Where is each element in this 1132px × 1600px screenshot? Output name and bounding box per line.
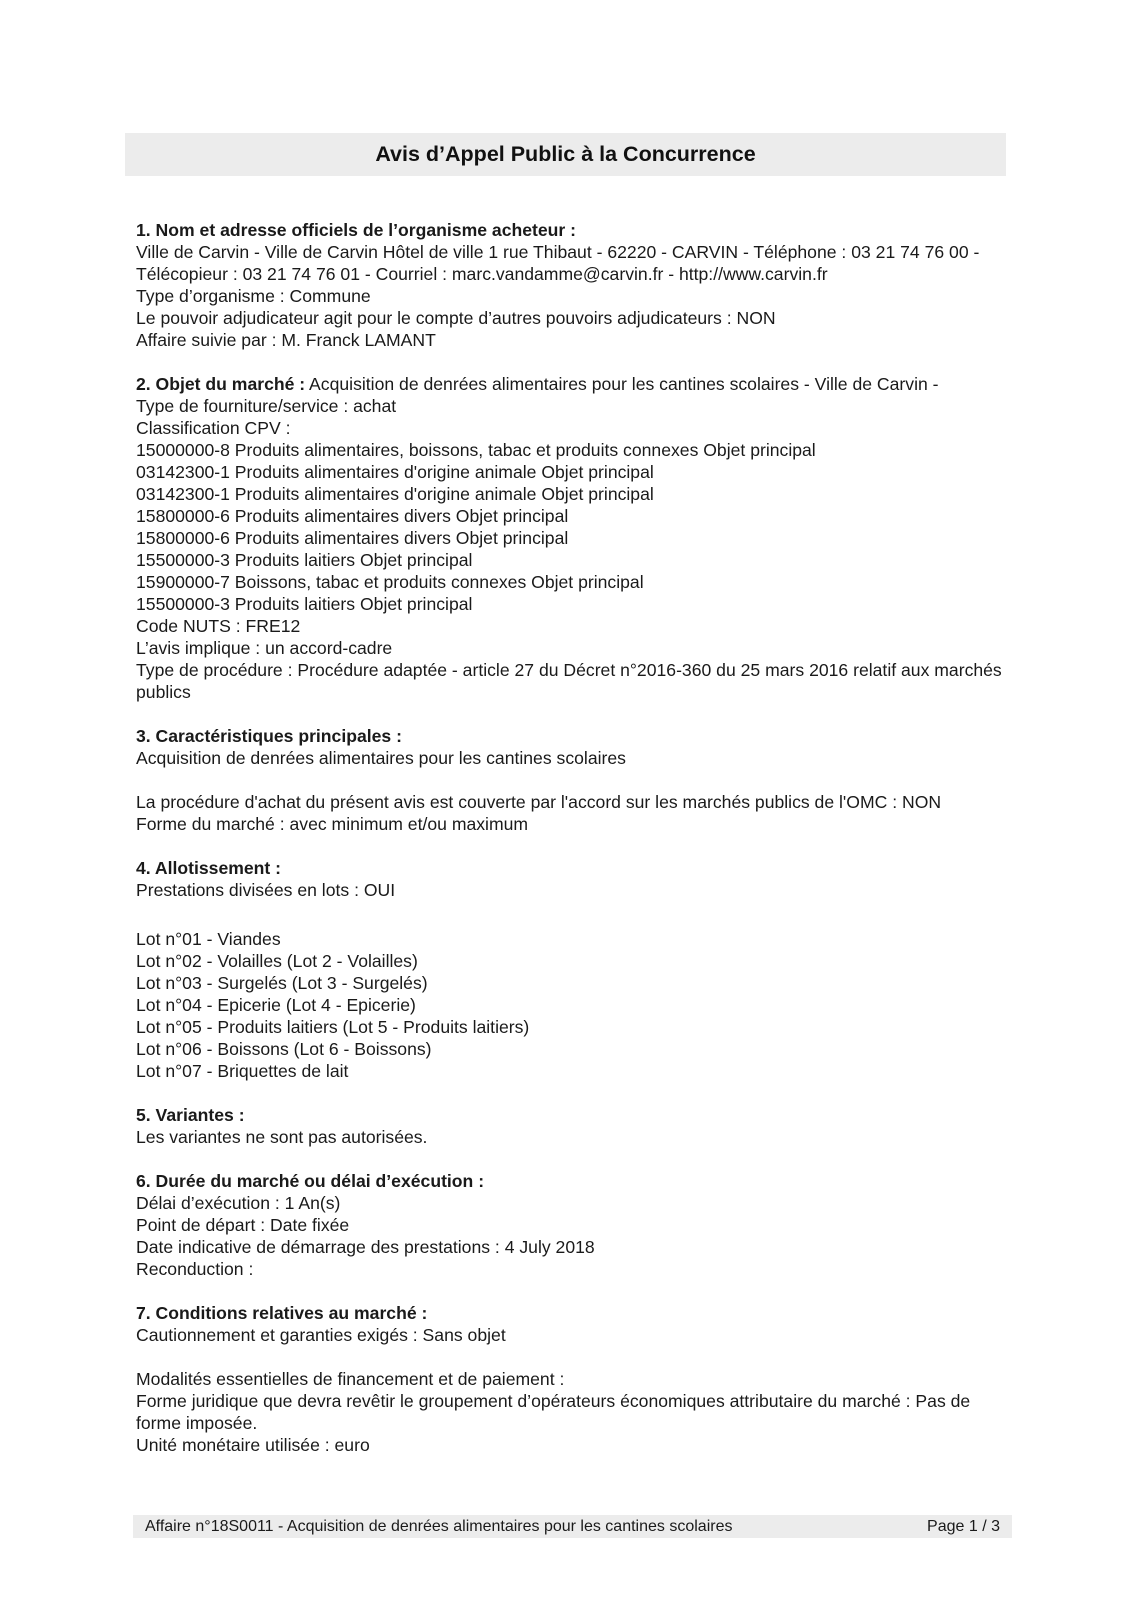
section-2-type-fourniture: Type de fourniture/service : achat: [136, 396, 397, 416]
section-2-heading: 2. Objet du marché :: [136, 374, 306, 394]
cpv-item: 15500000-3 Produits laitiers Objet principal: [136, 550, 473, 570]
section-1-heading: 1. Nom et adresse officiels de l’organisme acheteur :: [136, 220, 576, 240]
document-body: [136, 219, 1006, 1456]
section-5-heading: 5. Variantes :: [136, 1105, 245, 1125]
cpv-item: 03142300-1 Produits alimentaires d'origine animale Objet principal: [136, 462, 654, 482]
section-7-modalites: Modalités essentielles de financement et de paiement :: [136, 1369, 565, 1389]
section-2-nuts: Code NUTS : FRE12: [136, 616, 301, 636]
lot-item: Lot n°06 - Boissons (Lot 6 - Boissons): [136, 1039, 432, 1059]
lot-item: Lot n°04 - Epicerie (Lot 4 - Epicerie): [136, 995, 416, 1015]
section-4-divisees: Prestations divisées en lots : OUI: [136, 880, 396, 900]
lot-item: Lot n°02 - Volailles (Lot 2 - Volailles): [136, 951, 418, 971]
section-7-unite: Unité monétaire utilisée : euro: [136, 1435, 370, 1455]
page-footer: [133, 1515, 1012, 1538]
cpv-item: 15500000-3 Produits laitiers Objet principal: [136, 594, 473, 614]
lot-item: Lot n°01 - Viandes: [136, 929, 281, 949]
section-5-line-1: Les variantes ne sont pas autorisées.: [136, 1127, 428, 1147]
cpv-item: 15000000-8 Produits alimentaires, boissons, tabac et produits connexes Objet principal: [136, 440, 816, 460]
section-6-delai: Délai d’exécution : 1 An(s): [136, 1193, 341, 1213]
section-2-objet: 2. Objet du marché : Acquisition de denrées alimentaires pour les cantines scolaires - Ville de Carvin -: [136, 374, 939, 394]
section-1-pouvoir: Le pouvoir adjudicateur agit pour le compte d’autres pouvoirs adjudicateurs : NON: [136, 308, 776, 328]
section-3-line-2: La procédure d'achat du présent avis est couverte par l'accord sur les marchés publics de l'OMC : NON: [136, 792, 942, 812]
cpv-item: 15800000-6 Produits alimentaires divers Objet principal: [136, 528, 569, 548]
footer-affaire: Affaire n°18S0011 - Acquisition de denrées alimentaires pour les cantines scolaires: [145, 1517, 733, 1535]
cpv-item: 03142300-1 Produits alimentaires d'origine animale Objet principal: [136, 484, 654, 504]
section-1-affaire: Affaire suivie par : M. Franck LAMANT: [136, 330, 436, 350]
section-7-heading: 7. Conditions relatives au marché :: [136, 1303, 428, 1323]
document-title: Avis d’Appel Public à la Concurrence: [375, 142, 756, 166]
section-3-line-3: Forme du marché : avec minimum et/ou maximum: [136, 814, 529, 834]
section-2-accord: L’avis implique : un accord-cadre: [136, 638, 393, 658]
section-2-procedure: Type de procédure : Procédure adaptée - article 27 du Décret n°2016-360 du 25 mars 2016 relatif aux marchés publics: [136, 660, 1002, 702]
section-2-cpv-label: Classification CPV :: [136, 418, 291, 438]
section-3-line-1: Acquisition de denrées alimentaires pour les cantines scolaires: [136, 748, 626, 768]
section-6-reconduction: Reconduction :: [136, 1259, 254, 1279]
cpv-item: 15800000-6 Produits alimentaires divers Objet principal: [136, 506, 569, 526]
title-bar: [125, 133, 1006, 176]
cpv-item: 15900000-7 Boissons, tabac et produits connexes Objet principal: [136, 572, 644, 592]
section-4-heading: 4. Allotissement :: [136, 858, 282, 878]
lot-item: Lot n°05 - Produits laitiers (Lot 5 - Produits laitiers): [136, 1017, 530, 1037]
lot-item: Lot n°03 - Surgelés (Lot 3 - Surgelés): [136, 973, 428, 993]
section-7-forme: Forme juridique que devra revêtir le groupement d’opérateurs économiques attributaire du marché : Pas de forme imposée.: [136, 1391, 971, 1433]
section-6-heading: 6. Durée du marché ou délai d’exécution :: [136, 1171, 485, 1191]
section-1-address: Ville de Carvin - Ville de Carvin Hôtel de ville 1 rue Thibaut - 62220 - CARVIN - Téléphone : 03 21 74 76 00 - Télécopieur : 03 21 74 76 01 - Courriel : marc.vandamme@carvin.fr - http://www.carvin.fr: [136, 242, 980, 284]
section-7-caution: Cautionnement et garanties exigés : Sans objet: [136, 1325, 506, 1345]
section-6-depart: Point de départ : Date fixée: [136, 1215, 350, 1235]
page-number: Page 1 / 3: [927, 1517, 1000, 1535]
lot-item: Lot n°07 - Briquettes de lait: [136, 1061, 349, 1081]
section-1-org-type: Type d’organisme : Commune: [136, 286, 371, 306]
section-3-heading: 3. Caractéristiques principales :: [136, 726, 402, 746]
section-6-date: Date indicative de démarrage des prestations : 4 July 2018: [136, 1237, 595, 1257]
